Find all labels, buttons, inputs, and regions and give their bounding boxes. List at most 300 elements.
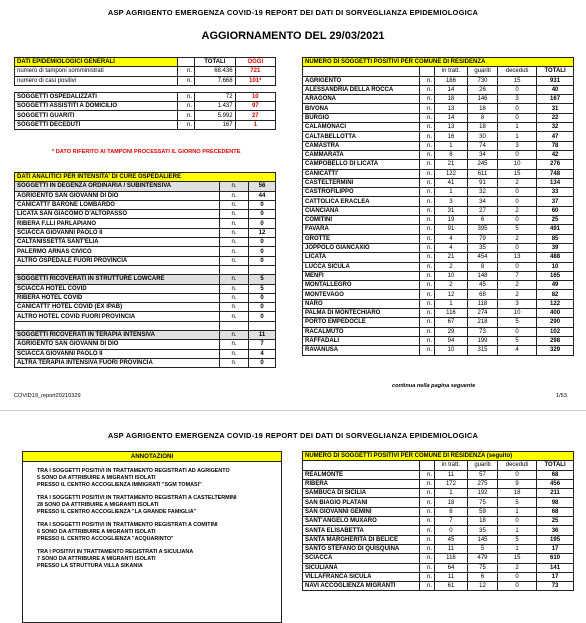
comune-guariti: 245 bbox=[467, 160, 497, 169]
comune-unit: n. bbox=[420, 216, 435, 225]
comune-guariti: 35 bbox=[467, 526, 497, 535]
comune-in-tratt: 18 bbox=[435, 95, 468, 104]
comune-totali: 68 bbox=[537, 470, 574, 479]
comune-unit: n. bbox=[420, 535, 435, 544]
comune-unit: n. bbox=[420, 169, 435, 178]
comune-in-tratt: 10 bbox=[435, 271, 468, 280]
hospital-row-unit: n. bbox=[220, 228, 249, 237]
comune-guariti: 75 bbox=[467, 563, 497, 572]
comune-row bbox=[303, 216, 574, 225]
comune-guariti: 730 bbox=[467, 76, 497, 85]
comune-in-tratt: 1 bbox=[435, 299, 468, 308]
hospital-row-unit: n. bbox=[220, 200, 249, 209]
comune-unit: n. bbox=[420, 197, 435, 206]
comune-guariti: 148 bbox=[467, 271, 497, 280]
comune-deceduti: 5 bbox=[498, 535, 537, 544]
comune-guariti: 18 bbox=[467, 104, 497, 113]
hospital-row-unit: n. bbox=[220, 303, 249, 312]
comune-guariti: 30 bbox=[467, 132, 497, 141]
comune-in-tratt: 0 bbox=[435, 526, 468, 535]
comune-name: SANTA ELISABETTA bbox=[303, 526, 420, 535]
hospital-row-unit: n. bbox=[220, 275, 249, 284]
hospital-row-value: 11 bbox=[249, 331, 276, 340]
comune-guariti: 79 bbox=[467, 234, 497, 243]
hospital-row-unit: n. bbox=[220, 331, 249, 340]
comune-row bbox=[303, 281, 574, 290]
comune-name: MENFI bbox=[303, 271, 420, 280]
comune-unit: n. bbox=[420, 582, 435, 591]
comune-in-tratt: 116 bbox=[435, 309, 468, 318]
comune-totali: 32 bbox=[537, 123, 574, 132]
comune-in-tratt: 64 bbox=[435, 563, 468, 572]
comune-totali: 400 bbox=[537, 309, 574, 318]
comune-guariti: 6 bbox=[467, 572, 497, 581]
report-header: ASP AGRIGENTO EMERGENZA COVID-19 REPORT DEI DATI DI SORVEGLIANZA EPIDEMIOLOGICA bbox=[107, 8, 479, 17]
comune-name: JOPPOLO GIANCAXIO bbox=[303, 243, 420, 252]
footer-filename: COVID19_report20210329 bbox=[14, 393, 81, 399]
general-row-label: SOGGETTI ASSISTITI A DOMICILIO bbox=[15, 102, 178, 111]
comune-row bbox=[303, 225, 574, 234]
comune-row bbox=[303, 299, 574, 308]
comune-totali: 141 bbox=[537, 563, 574, 572]
comune-name: NAVI ACCOGLIENZA MIGRANTI bbox=[303, 582, 420, 591]
comune-deceduti: 1 bbox=[498, 132, 537, 141]
comune-deceduti: 0 bbox=[498, 470, 537, 479]
comune-name: SAMBUCA DI SICILIA bbox=[303, 489, 420, 498]
comune-guariti: 74 bbox=[467, 141, 497, 150]
annotazioni-box bbox=[22, 451, 282, 623]
general-row-unit: n. bbox=[178, 111, 195, 120]
hospital-row bbox=[15, 284, 276, 293]
comune-in-tratt: 10 bbox=[435, 346, 468, 355]
comune-totali: 488 bbox=[537, 253, 574, 262]
comune-guariti: 8 bbox=[467, 262, 497, 271]
comune-totali: 40 bbox=[537, 85, 574, 94]
hospital-row-label: PALERMO ARNAS CIVICO bbox=[15, 247, 220, 256]
comune-row bbox=[303, 309, 574, 318]
footer-page-number: 1/53 bbox=[556, 393, 567, 399]
comune-totali: 37 bbox=[537, 197, 574, 206]
hospital-row-label: RIBERA F.LLI PARLAPIANO bbox=[15, 219, 220, 228]
comune-name: MONTEVAGO bbox=[303, 290, 420, 299]
comune-in-tratt: 91 bbox=[435, 225, 468, 234]
comune-guariti: 479 bbox=[467, 554, 497, 563]
comune-deceduti: 2 bbox=[498, 234, 537, 243]
hospital-row bbox=[15, 331, 276, 340]
hospital-row bbox=[15, 340, 276, 349]
comune-guariti: 35 bbox=[467, 243, 497, 252]
comune-deceduti: 3 bbox=[498, 299, 537, 308]
comune-name: SAN BIAGIO PLATANI bbox=[303, 498, 420, 507]
comune-unit: n. bbox=[420, 76, 435, 85]
comune-totali: 134 bbox=[537, 178, 574, 187]
general-row bbox=[15, 102, 276, 111]
general-row-unit: n. bbox=[178, 67, 195, 76]
comune-unit: n. bbox=[420, 95, 435, 104]
comune-unit: n. bbox=[420, 150, 435, 159]
comune-name: CIANCIANA bbox=[303, 206, 420, 215]
comune-name: SCIACCA bbox=[303, 554, 420, 563]
comune-guariti: 57 bbox=[467, 470, 497, 479]
comune-unit: n. bbox=[420, 517, 435, 526]
annotation-line: PRESSO IL CENTRO ACCOGLIENZA IMMIGRATI "SGM TOMASI" bbox=[37, 482, 202, 488]
comune-in-tratt: 186 bbox=[435, 76, 468, 85]
comune-totali: 49 bbox=[537, 281, 574, 290]
hospital-row bbox=[15, 228, 276, 237]
hospital-row bbox=[15, 200, 276, 209]
comune-in-tratt: 2 bbox=[435, 281, 468, 290]
comune-guariti: 12 bbox=[467, 582, 497, 591]
comune-name: LICATA bbox=[303, 253, 420, 262]
comune-totali: 610 bbox=[537, 554, 574, 563]
col-guariti: guariti bbox=[467, 461, 497, 470]
hospital-row-unit: n. bbox=[220, 349, 249, 358]
comuni-heading: NUMERO DI SOGGETTI POSITIVI PER COMUNE DI RESIDENZA bbox=[303, 58, 574, 67]
annotation-line: 7 SONO DA ATTRIBUIRE A MIGRANTI ISOLATI bbox=[37, 556, 156, 562]
comune-totali: 68 bbox=[537, 507, 574, 516]
col-oggi: OGGI bbox=[235, 58, 275, 67]
comune-guariti: 34 bbox=[467, 150, 497, 159]
comune-row bbox=[303, 336, 574, 345]
annotazioni-heading: ANNOTAZIONI bbox=[23, 452, 281, 462]
comune-row bbox=[303, 141, 574, 150]
comune-totali: 33 bbox=[537, 188, 574, 197]
comune-guariti: 274 bbox=[467, 309, 497, 318]
comune-in-tratt: 12 bbox=[435, 290, 468, 299]
comune-unit: n. bbox=[420, 507, 435, 516]
comune-unit: n. bbox=[420, 123, 435, 132]
general-row-total: 1.437 bbox=[195, 102, 236, 111]
comune-deceduti: 2 bbox=[498, 563, 537, 572]
col-totali: TOTALI bbox=[537, 67, 574, 76]
comune-unit: n. bbox=[420, 178, 435, 187]
hospital-spacer-row bbox=[15, 265, 276, 274]
comune-in-tratt: 2 bbox=[435, 262, 468, 271]
general-row-total: 72 bbox=[195, 92, 236, 101]
comune-guariti: 34 bbox=[467, 197, 497, 206]
general-row bbox=[15, 120, 276, 129]
hospital-row-unit: n. bbox=[220, 312, 249, 321]
comune-totali: 931 bbox=[537, 76, 574, 85]
comune-guariti: 27 bbox=[467, 206, 497, 215]
comune-in-tratt: 18 bbox=[435, 498, 468, 507]
comune-totali: 31 bbox=[537, 104, 574, 113]
comune-name: LUCCA SICULA bbox=[303, 262, 420, 271]
comune-row bbox=[303, 169, 574, 178]
hospital-row-label: AGRIGENTO SAN GIOVANNI DI DIO bbox=[15, 191, 220, 200]
report-header-2: ASP AGRIGENTO EMERGENZA COVID-19 REPORT DEI DATI DI SORVEGLIANZA EPIDEMIOLOGICA bbox=[107, 431, 479, 440]
comune-guariti: 145 bbox=[467, 535, 497, 544]
annotation-line: TRA I SOGGETTI POSITIVI IN TRATTAMENTO REGISTRATI AD AGRIGENTO bbox=[37, 468, 230, 474]
comune-totali: 167 bbox=[537, 95, 574, 104]
comune-guariti: 18 bbox=[467, 517, 497, 526]
comune-name: MONTALLEGRO bbox=[303, 281, 420, 290]
hospital-row bbox=[15, 210, 276, 219]
hospital-row bbox=[15, 247, 276, 256]
comune-unit: n. bbox=[420, 563, 435, 572]
hospital-row-label: SCIACCA GIOVANNI PAOLO II bbox=[15, 349, 220, 358]
col-in-tratt: in tratt. bbox=[435, 67, 468, 76]
general-row-total: 167 bbox=[195, 120, 236, 129]
comune-row bbox=[303, 123, 574, 132]
comune-deceduti: 15 bbox=[498, 554, 537, 563]
comune-name: RIBERA bbox=[303, 479, 420, 488]
hospital-row-label: LICATA SAN GIACOMO D'ALTOPASSO bbox=[15, 210, 220, 219]
comune-unit: n. bbox=[420, 85, 435, 94]
comune-guariti: 218 bbox=[467, 318, 497, 327]
comune-totali: 456 bbox=[537, 479, 574, 488]
comune-unit: n. bbox=[420, 526, 435, 535]
hospital-heading: DATI ANALITICI PER INTENSITA' DI CURE OSPEDALIERE bbox=[15, 173, 276, 182]
hospital-row-value: 0 bbox=[249, 293, 276, 302]
comune-deceduti: 15 bbox=[498, 76, 537, 85]
general-row-total: 5.992 bbox=[195, 111, 236, 120]
comune-name: CALAMONACI bbox=[303, 123, 420, 132]
comune-row bbox=[303, 318, 574, 327]
comune-in-tratt: 1 bbox=[435, 141, 468, 150]
comune-in-tratt: 4 bbox=[435, 234, 468, 243]
hospital-row-label: SOGGETTI RICOVERATI IN TERAPIA INTENSIVA bbox=[15, 331, 220, 340]
comune-totali: 42 bbox=[537, 150, 574, 159]
general-heading: DATI EPIDEMIOLOGICI GENERALI bbox=[15, 58, 178, 67]
hospital-row-value: 5 bbox=[249, 275, 276, 284]
general-row-unit: n. bbox=[178, 120, 195, 129]
comune-row bbox=[303, 262, 574, 271]
comuni-table bbox=[302, 57, 574, 356]
comune-guariti: 146 bbox=[467, 95, 497, 104]
comune-unit: n. bbox=[420, 262, 435, 271]
comune-guariti: 192 bbox=[467, 489, 497, 498]
comune-totali: 39 bbox=[537, 243, 574, 252]
comune-name: SAN GIOVANNI GEMINI bbox=[303, 507, 420, 516]
comune-totali: 82 bbox=[537, 290, 574, 299]
hospital-row-value: 12 bbox=[249, 228, 276, 237]
comune-deceduti: 1 bbox=[498, 544, 537, 553]
comune-row bbox=[303, 498, 574, 507]
comune-name: RACALMUTO bbox=[303, 327, 420, 336]
comune-row bbox=[303, 507, 574, 516]
comune-deceduti: 1 bbox=[498, 526, 537, 535]
comune-guariti: 75 bbox=[467, 498, 497, 507]
comune-deceduti: 0 bbox=[498, 327, 537, 336]
annotation-block bbox=[23, 495, 281, 516]
general-row-today: 721 bbox=[235, 67, 275, 76]
hospital-row-value: 56 bbox=[249, 182, 276, 191]
comune-deceduti: 0 bbox=[498, 582, 537, 591]
comune-row bbox=[303, 544, 574, 553]
comune-unit: n. bbox=[420, 544, 435, 553]
annotation-block bbox=[23, 549, 281, 570]
general-row bbox=[15, 111, 276, 120]
comune-totali: 17 bbox=[537, 544, 574, 553]
hospital-row bbox=[15, 303, 276, 312]
comune-unit: n. bbox=[420, 188, 435, 197]
comune-name: COMITINI bbox=[303, 216, 420, 225]
hospital-row bbox=[15, 358, 276, 367]
comune-deceduti: 2 bbox=[498, 290, 537, 299]
comune-row bbox=[303, 104, 574, 113]
hospital-row-unit: n. bbox=[220, 293, 249, 302]
hospital-row-value: 0 bbox=[249, 358, 276, 367]
hospital-row-label: RIBERA HOTEL COVID bbox=[15, 293, 220, 302]
comune-in-tratt: 13 bbox=[435, 123, 468, 132]
hospital-row-label: SCIACCA GIOVANNI PAOLO II bbox=[15, 228, 220, 237]
comune-row bbox=[303, 582, 574, 591]
comune-totali: 22 bbox=[537, 113, 574, 122]
comune-name: CAMMARATA bbox=[303, 150, 420, 159]
annotation-line: 28 SONO DA ATTRIBUIRE A MIGRANTI ISOLATI bbox=[37, 502, 159, 508]
general-row-label: numero di casi positivi bbox=[15, 76, 178, 85]
general-row-today: 10 bbox=[235, 92, 275, 101]
comune-totali: 25 bbox=[537, 216, 574, 225]
annotation-line: TRA I POSITIVI IN TRATTAMENTO REGISTRATI A SICULIANA bbox=[37, 549, 194, 555]
comune-name: VILLAFRANCA SICULA bbox=[303, 572, 420, 581]
comune-name: NARO bbox=[303, 299, 420, 308]
comune-in-tratt: 21 bbox=[435, 253, 468, 262]
comune-deceduti: 0 bbox=[498, 572, 537, 581]
comune-totali: 85 bbox=[537, 234, 574, 243]
comune-unit: n. bbox=[420, 498, 435, 507]
comune-deceduti: 0 bbox=[498, 262, 537, 271]
general-row-unit: n. bbox=[178, 102, 195, 111]
hospital-row-unit: n. bbox=[220, 191, 249, 200]
comune-guariti: 26 bbox=[467, 85, 497, 94]
hospital-row-unit: n. bbox=[220, 238, 249, 247]
comune-guariti: 275 bbox=[467, 479, 497, 488]
annotation-block bbox=[23, 522, 281, 543]
comune-deceduti: 0 bbox=[498, 517, 537, 526]
comune-in-tratt: 41 bbox=[435, 178, 468, 187]
comune-unit: n. bbox=[420, 243, 435, 252]
comune-totali: 78 bbox=[537, 141, 574, 150]
hospital-row bbox=[15, 191, 276, 200]
hospital-row-unit: n. bbox=[220, 219, 249, 228]
hospital-row-value: 0 bbox=[249, 312, 276, 321]
general-row-today: 1 bbox=[235, 120, 275, 129]
comune-in-tratt: 11 bbox=[435, 572, 468, 581]
comune-deceduti: 18 bbox=[498, 489, 537, 498]
comune-totali: 36 bbox=[537, 526, 574, 535]
annotation-line: 5 SONO DA ATTRIBUIRE A MIGRANTI ISOLATI bbox=[37, 475, 156, 481]
annotation-line: PRESSO IL CENTRO ACCOGLIENZA "ACQUARINTO" bbox=[37, 536, 174, 542]
comune-row bbox=[303, 160, 574, 169]
comune-name: REALMONTE bbox=[303, 470, 420, 479]
col-totali: TOTALI bbox=[195, 58, 236, 67]
comune-guariti: 32 bbox=[467, 188, 497, 197]
comune-name: SICULIANA bbox=[303, 563, 420, 572]
comune-row bbox=[303, 489, 574, 498]
hospital-row bbox=[15, 219, 276, 228]
col-in-tratt: in tratt. bbox=[435, 461, 468, 470]
comune-name: RAFFADALI bbox=[303, 336, 420, 345]
comune-name: ALESSANDRIA DELLA ROCCA bbox=[303, 85, 420, 94]
comune-row bbox=[303, 517, 574, 526]
col-guariti: guariti bbox=[467, 67, 497, 76]
comune-totali: 98 bbox=[537, 498, 574, 507]
general-row-unit: n. bbox=[178, 76, 195, 85]
general-note: * DATO RIFERITO AI TAMPONI PROCESSATI IL GIORNO PRECEDENTE bbox=[52, 149, 241, 155]
comune-in-tratt: 16 bbox=[435, 132, 468, 141]
comune-totali: 195 bbox=[537, 535, 574, 544]
comune-unit: n. bbox=[420, 479, 435, 488]
comuni-table-continued bbox=[302, 451, 574, 591]
comune-in-tratt: 14 bbox=[435, 113, 468, 122]
hospital-row-label: ALTRO OSPEDALE FUORI PROVINCIA bbox=[15, 256, 220, 265]
hospital-row bbox=[15, 238, 276, 247]
comune-unit: n. bbox=[420, 327, 435, 336]
comune-name: CALTABELLOTTA bbox=[303, 132, 420, 141]
comune-totali: 122 bbox=[537, 299, 574, 308]
comune-guariti: 315 bbox=[467, 346, 497, 355]
general-row-label: SOGGETTI GUARITI bbox=[15, 111, 178, 120]
comune-in-tratt: 116 bbox=[435, 554, 468, 563]
comune-unit: n. bbox=[420, 336, 435, 345]
comune-in-tratt: 31 bbox=[435, 206, 468, 215]
comune-deceduti: 3 bbox=[498, 141, 537, 150]
comune-in-tratt: 45 bbox=[435, 535, 468, 544]
comune-totali: 491 bbox=[537, 225, 574, 234]
general-row bbox=[15, 67, 276, 76]
comune-deceduti: 2 bbox=[498, 206, 537, 215]
comune-row bbox=[303, 132, 574, 141]
hospital-row-value: 4 bbox=[249, 349, 276, 358]
hospital-row-unit: n. bbox=[220, 256, 249, 265]
comune-deceduti: 10 bbox=[498, 160, 537, 169]
comune-unit: n. bbox=[420, 271, 435, 280]
comune-guariti: 45 bbox=[467, 281, 497, 290]
comune-row bbox=[303, 243, 574, 252]
comune-totali: 290 bbox=[537, 318, 574, 327]
comune-in-tratt: 13 bbox=[435, 104, 468, 113]
annotation-block bbox=[23, 468, 281, 489]
comune-deceduti: 9 bbox=[498, 479, 537, 488]
comune-name: SANTA MARGHERITA DI BELICE bbox=[303, 535, 420, 544]
col-deceduti: deceduti bbox=[498, 461, 537, 470]
comune-in-tratt: 29 bbox=[435, 327, 468, 336]
comune-guariti: 118 bbox=[467, 299, 497, 308]
comune-unit: n. bbox=[420, 299, 435, 308]
comune-in-tratt: 61 bbox=[435, 582, 468, 591]
hospital-row bbox=[15, 312, 276, 321]
hospital-row-label: AGRIGENTO SAN GIOVANNI DI DIO bbox=[15, 340, 220, 349]
comune-deceduti: 0 bbox=[498, 216, 537, 225]
continua-note: continua nella pagina seguente bbox=[392, 383, 476, 389]
comune-deceduti: 15 bbox=[498, 169, 537, 178]
comune-row bbox=[303, 113, 574, 122]
col-totali: TOTALI bbox=[537, 461, 574, 470]
comune-in-tratt: 19 bbox=[435, 216, 468, 225]
general-row-total: 68.436 bbox=[195, 67, 236, 76]
report-page-2 bbox=[0, 410, 586, 621]
comune-deceduti: 0 bbox=[498, 150, 537, 159]
comune-name: SANTO STEFANO DI QUISQUINA bbox=[303, 544, 420, 553]
comune-in-tratt: 3 bbox=[435, 197, 468, 206]
annotation-line: TRA I SOGGETTI POSITIVI IN TRATTAMENTO REGISTRATI A CASTELTERMINI bbox=[37, 495, 237, 501]
hospital-row-label: SCIACCA HOTEL COVID bbox=[15, 284, 220, 293]
comune-guariti: 611 bbox=[467, 169, 497, 178]
comune-in-tratt: 8 bbox=[435, 150, 468, 159]
comune-row bbox=[303, 271, 574, 280]
comune-in-tratt: 172 bbox=[435, 479, 468, 488]
comune-unit: n. bbox=[420, 160, 435, 169]
hospital-row-value: 0 bbox=[249, 219, 276, 228]
comune-deceduti: 0 bbox=[498, 113, 537, 122]
comune-in-tratt: 1 bbox=[435, 188, 468, 197]
hospital-row-unit: n. bbox=[220, 182, 249, 191]
hospital-row-value: 0 bbox=[249, 303, 276, 312]
comune-deceduti: 4 bbox=[498, 346, 537, 355]
comune-totali: 17 bbox=[537, 572, 574, 581]
